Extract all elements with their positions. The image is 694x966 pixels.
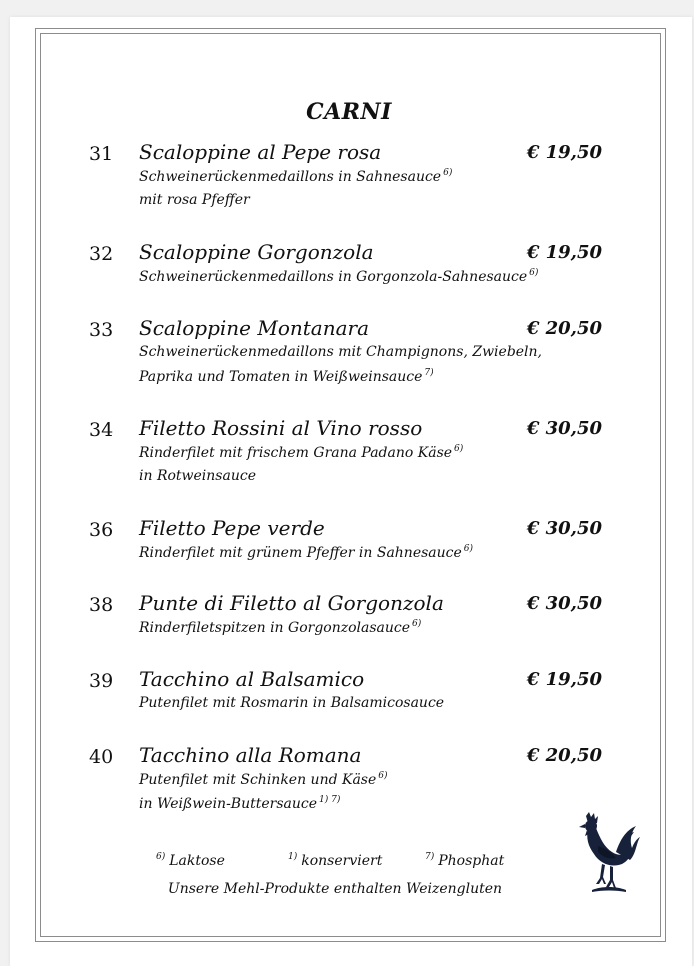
item-name: Filetto Rossini al Vino rosso bbox=[139, 416, 423, 440]
item-price: € 30,50 bbox=[526, 418, 602, 439]
item-price: € 30,50 bbox=[526, 518, 602, 539]
gluten-note: Unsere Mehl-Produkte enthalten Weizengluten bbox=[167, 881, 503, 897]
item-description-line bbox=[139, 344, 542, 360]
footnote-konserviert: $^{1)}$ konserviert bbox=[288, 852, 383, 869]
item-number: 38 bbox=[89, 594, 114, 616]
allergen-note: 6) bbox=[529, 268, 539, 278]
allergen-note: 6) bbox=[463, 544, 474, 554]
item-name: Scaloppine Gorgonzola bbox=[139, 240, 374, 264]
description-text: in Rotweinsauce bbox=[139, 468, 256, 484]
item-number: 31 bbox=[89, 143, 114, 165]
item-name: Tacchino al Balsamico bbox=[139, 667, 365, 691]
item-description-line bbox=[139, 695, 444, 711]
black-rooster-icon bbox=[576, 812, 640, 896]
allergen-note: 1) 7) bbox=[319, 795, 341, 805]
footnote-laktose: $^{6)}$ Laktose bbox=[156, 852, 225, 869]
description-text: Paprika und Tomaten in Weißweinsauce bbox=[139, 369, 423, 385]
item-description-line bbox=[139, 268, 538, 285]
description-text: Schweinerückenmedaillons in Gorgonzola-Sahnesauce bbox=[139, 269, 528, 285]
item-price: € 19,50 bbox=[526, 242, 602, 263]
description-text: Schweinerückenmedaillons mit Champignons, Zwiebeln, bbox=[139, 344, 543, 360]
allergen-note: 6) bbox=[378, 771, 388, 781]
item-description-line bbox=[139, 771, 388, 788]
item-description-line bbox=[139, 468, 256, 484]
item-description-line bbox=[139, 795, 340, 812]
item-description-line bbox=[139, 544, 473, 561]
footnote-phosphat: $^{7)}$ Phosphat bbox=[425, 852, 505, 869]
item-number: 32 bbox=[89, 243, 114, 265]
item-description-line bbox=[139, 168, 452, 185]
description-text: in Weißwein-Buttersauce bbox=[139, 796, 318, 812]
allergen-note: 6) bbox=[412, 619, 422, 629]
description-text: mit rosa Pfeffer bbox=[139, 192, 250, 208]
item-description-line bbox=[139, 444, 463, 461]
item-price: € 19,50 bbox=[526, 142, 602, 163]
section-title: CARNI bbox=[306, 99, 392, 125]
item-name: Tacchino alla Romana bbox=[139, 743, 362, 767]
item-name: Filetto Pepe verde bbox=[139, 516, 325, 540]
item-name: Punte di Filetto al Gorgonzola bbox=[139, 591, 444, 615]
item-price: € 20,50 bbox=[526, 318, 602, 339]
allergen-note: 7) bbox=[424, 368, 434, 378]
description-text: Rinderfiletspitzen in Gorgonzolasauce bbox=[139, 620, 411, 636]
item-description-line bbox=[139, 368, 434, 385]
allergen-note: 6) bbox=[454, 444, 464, 454]
item-name: Scaloppine Montanara bbox=[139, 316, 369, 340]
description-text: Putenfilet mit Rosmarin in Balsamicosauce bbox=[139, 695, 445, 711]
item-number: 36 bbox=[89, 519, 114, 541]
item-number: 40 bbox=[89, 746, 114, 768]
item-number: 33 bbox=[89, 319, 114, 341]
description-text: Schweinerückenmedaillons in Sahnesauce bbox=[139, 169, 442, 185]
item-number: 39 bbox=[89, 670, 114, 692]
allergen-note: 6) bbox=[443, 168, 453, 178]
item-price: € 20,50 bbox=[526, 745, 602, 766]
item-number: 34 bbox=[89, 419, 114, 441]
description-text: Putenfilet mit Schinken und Käse bbox=[139, 772, 377, 788]
item-description-line bbox=[139, 192, 250, 208]
item-price: € 19,50 bbox=[526, 669, 602, 690]
page-border-outer bbox=[35, 28, 666, 942]
description-text: Rinderfilet mit frischem Grana Padano Käse bbox=[139, 445, 453, 461]
item-price: € 30,50 bbox=[526, 593, 602, 614]
menu-page bbox=[10, 17, 692, 966]
item-description-line bbox=[139, 619, 421, 636]
description-text: Rinderfilet mit grünem Pfeffer in Sahnesauce bbox=[139, 545, 462, 561]
item-name: Scaloppine al Pepe rosa bbox=[139, 140, 382, 164]
